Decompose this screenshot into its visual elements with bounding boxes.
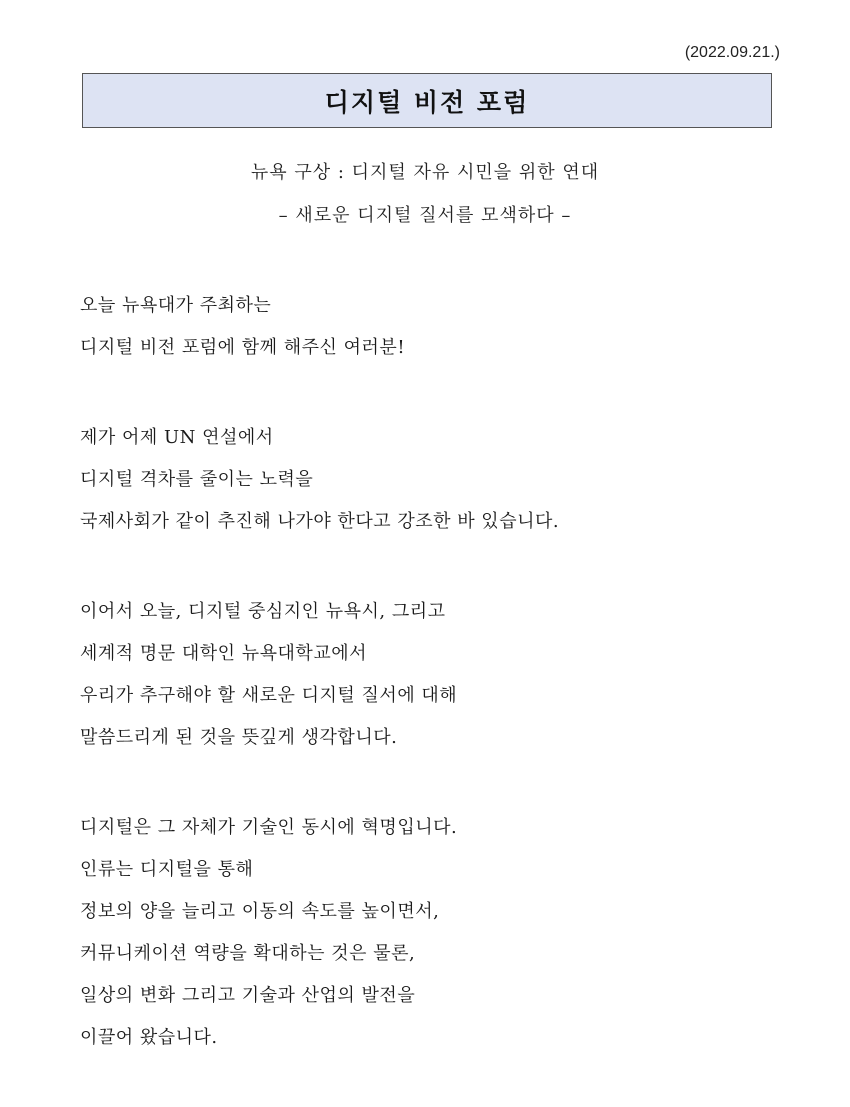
text-line: 국제사회가 같이 추진해 나가야 한다고 강조한 바 있습니다. [80,511,560,532]
text-line: 인류는 디지털을 통해 [80,859,254,880]
text-line: 이끌어 왔습니다. [80,1027,218,1048]
text-line: 말씀드리게 된 것을 뜻깊게 생각합니다. [80,727,398,748]
text-line: 우리가 추구해야 할 새로운 디지털 질서에 대해 [80,685,458,706]
text-line: 세계적 명문 대학인 뉴욕대학교에서 [80,643,367,664]
text-line: 일상의 변화 그리고 기술과 산업의 발전을 [80,985,416,1006]
paragraph-4 [80,807,780,1059]
document-date: (2022.09.21.) [684,44,780,61]
paragraph-2 [80,417,780,543]
subtitle-sub: – 새로운 디지털 질서를 모색하다 – [278,205,572,226]
text-line: 오늘 뉴욕대가 주최하는 [80,295,272,316]
paragraph-3 [80,591,780,759]
title-banner [82,73,772,128]
speech-body [80,285,780,1107]
text-line: 커뮤니케이션 역량을 확대하는 것은 물론, [80,943,416,964]
text-line: 디지털 비전 포럼에 함께 해주신 여러분! [80,337,406,358]
text-line: 제가 어제 UN 연설에서 [80,427,274,448]
text-line: 정보의 양을 늘리고 이동의 속도를 높이면서, [80,901,440,922]
document-title: 디지털 비전 포럼 [324,87,530,117]
text-line: 이어서 오늘, 디지털 중심지인 뉴욕시, 그리고 [80,601,446,622]
text-line: 디지털은 그 자체가 기술인 동시에 혁명입니다. [80,817,458,838]
subtitle-main: 뉴욕 구상 : 디지털 자유 시민을 위한 연대 [250,162,600,183]
paragraph-1 [80,285,780,369]
text-line: 디지털 격차를 줄이는 노력을 [80,469,314,490]
